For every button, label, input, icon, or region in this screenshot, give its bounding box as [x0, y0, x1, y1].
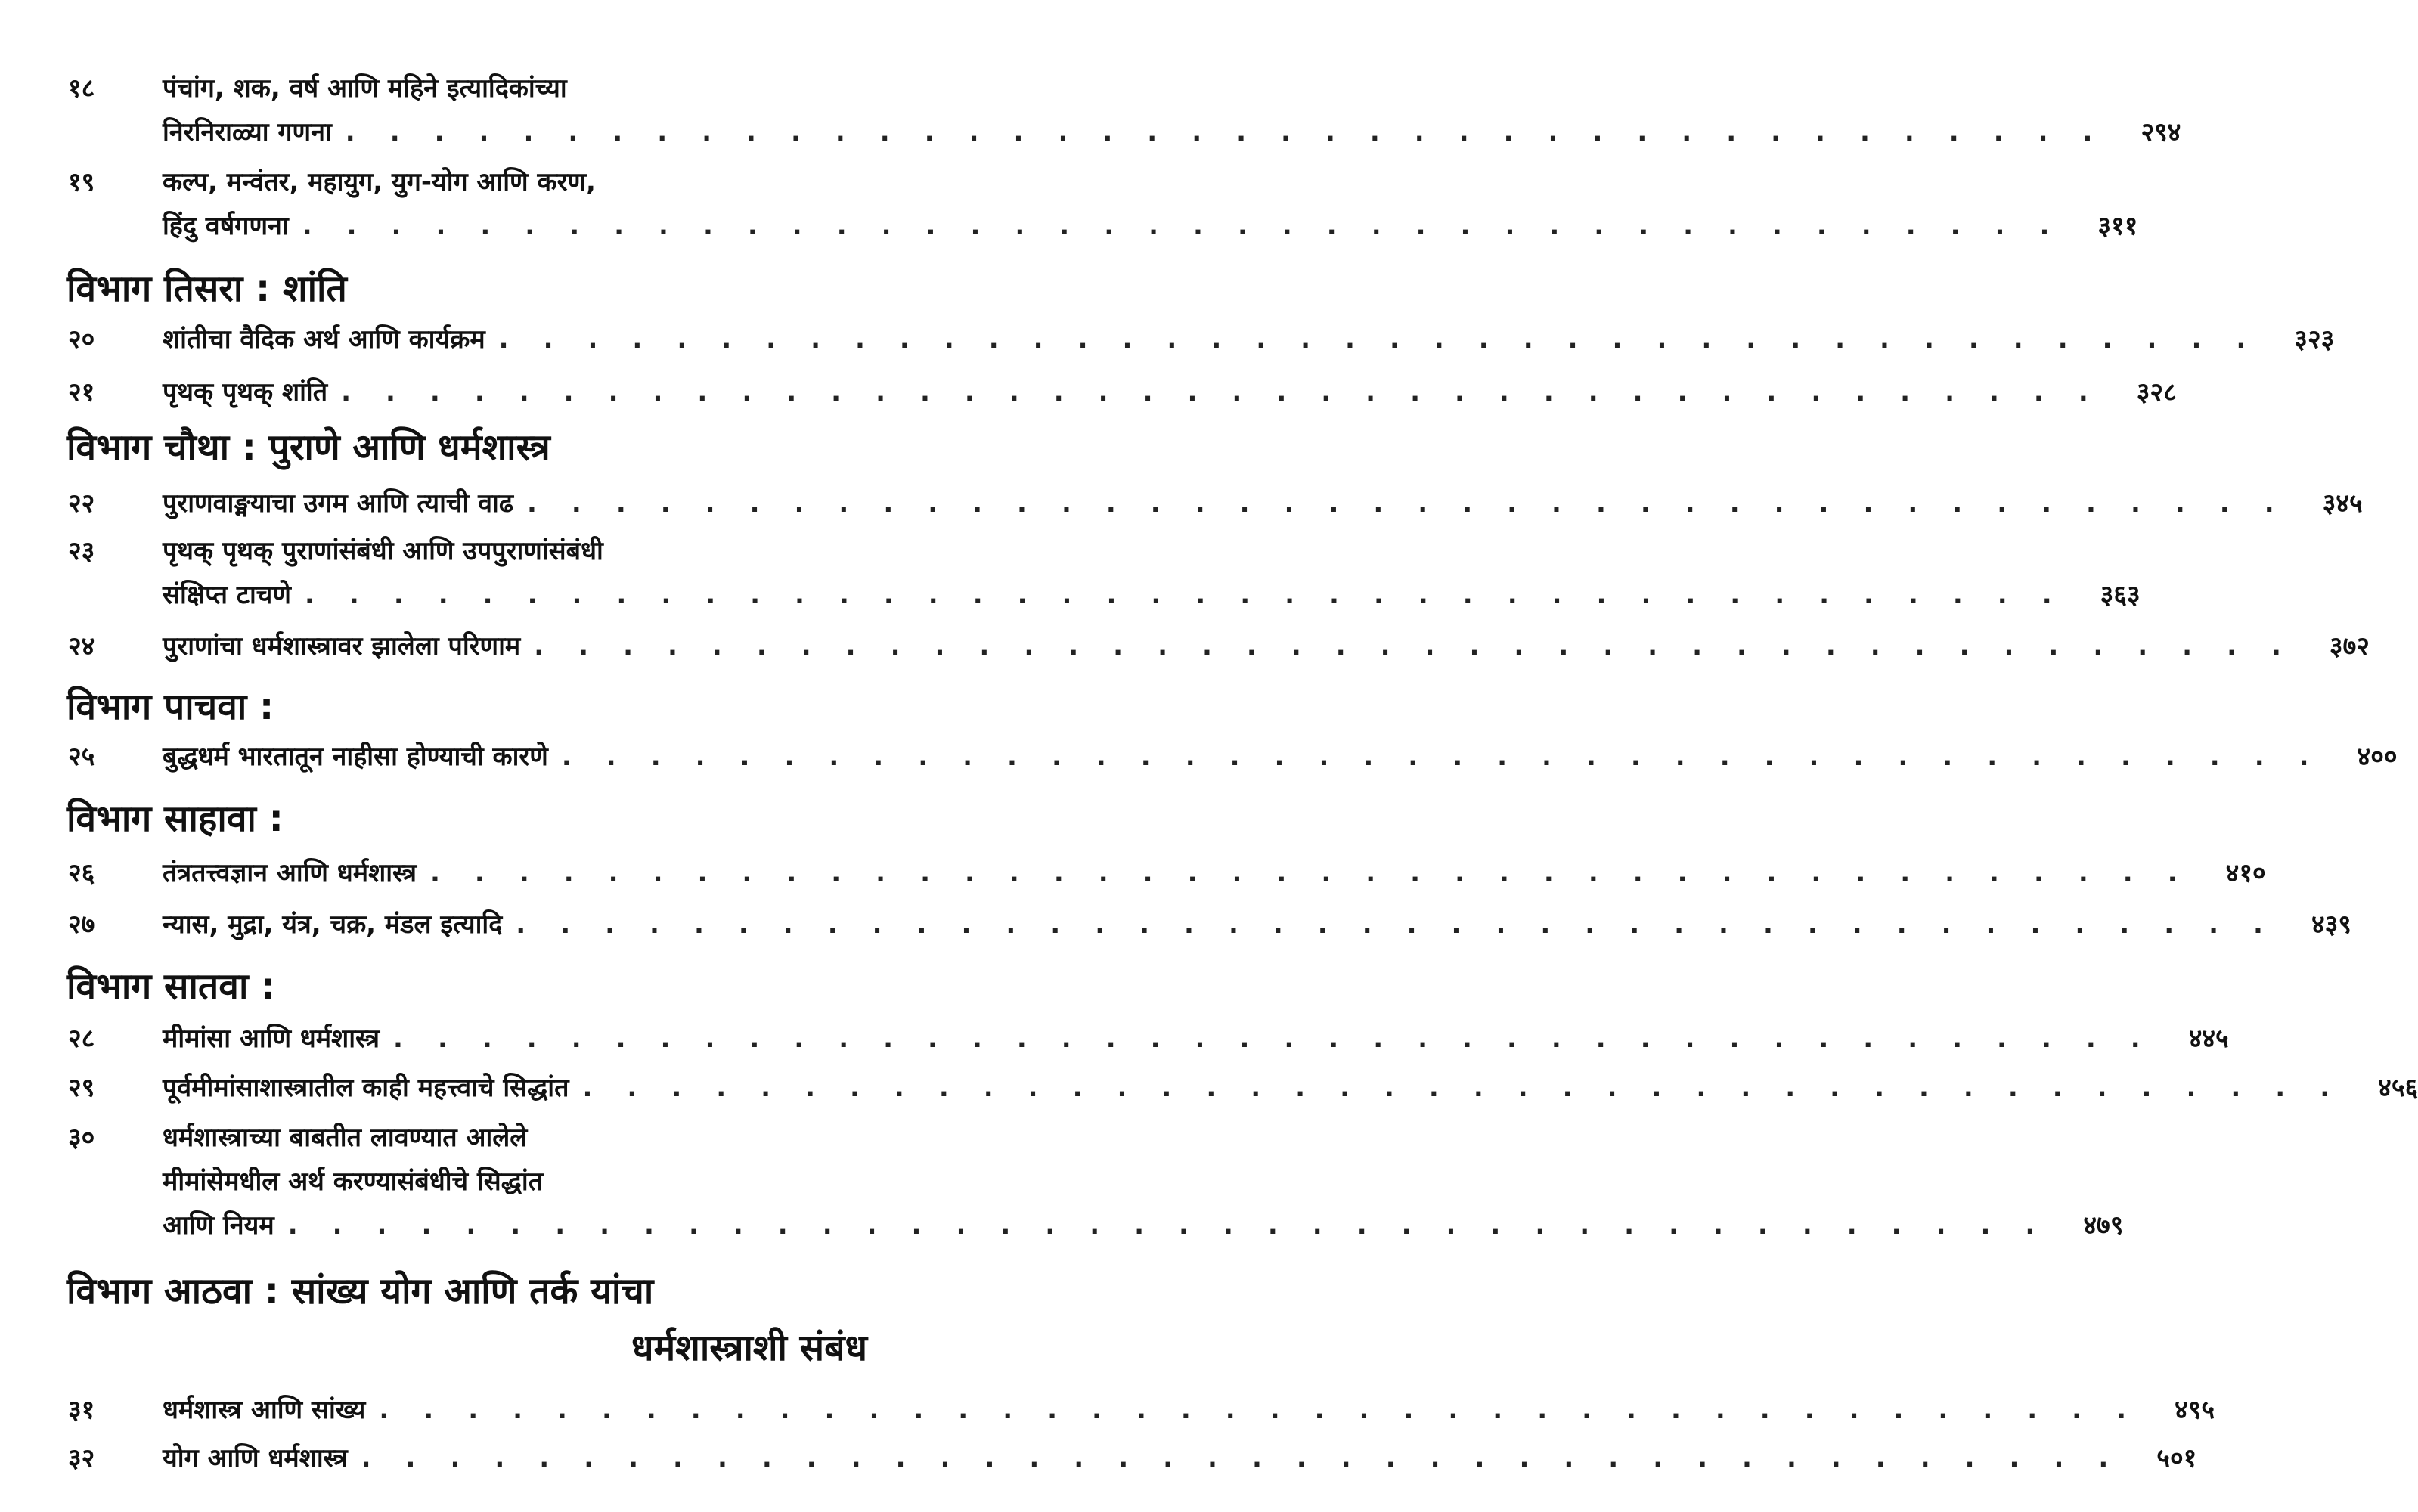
entry-title-text: पुराणांचा धर्मशास्त्रावर झालेला परिणाम — [163, 631, 521, 662]
page-number: ४१० — [2225, 858, 2266, 888]
entry-title-line — [68, 1388, 2215, 1432]
entry-title-text: धर्मशास्त्राच्या बाबतीत लावण्यात आलेले — [163, 1123, 528, 1153]
entry-number: २६ — [68, 858, 95, 888]
entry-number: १९ — [68, 167, 95, 197]
entry-title-text: मीमांसेमधील अर्थ करण्यासंबंधीचे सिद्धांत — [163, 1167, 544, 1197]
entry-title-text: संक्षिप्त टाचणे — [163, 580, 291, 610]
entry-title-text: निरनिराळ्या गणना — [163, 117, 332, 147]
entry-title-text: योग आणि धर्मशास्त्र — [163, 1443, 348, 1473]
toc-entry — [68, 67, 2181, 154]
entry-title-line — [68, 1204, 2124, 1247]
entry-title-text: आणि नियम — [163, 1210, 274, 1241]
entry-number: १८ — [68, 73, 95, 104]
page-number: ४५६ — [2378, 1073, 2418, 1103]
entry-title-text: पुराणवाङ्मयाचा उगम आणि त्याची वाढ — [163, 488, 513, 519]
dot-leader: ........................................ — [561, 742, 2344, 772]
toc-entry — [68, 851, 2266, 895]
entry-number: २१ — [68, 377, 95, 407]
entry-title-text: मीमांसा आणि धर्मशास्त्र — [163, 1024, 380, 1054]
dot-leader: ........................................ — [361, 1443, 2144, 1473]
dot-leader: ........................................ — [582, 1073, 2365, 1103]
entry-title-text: शांतीचा वैदिक अर्थ आणि कार्यक्रम — [163, 324, 485, 355]
entry-title-line — [68, 529, 1096, 573]
toc-entry — [68, 624, 2370, 668]
page-number: २९४ — [2141, 117, 2181, 147]
entry-title-line — [68, 851, 2266, 895]
page-number: ५०१ — [2156, 1443, 2197, 1473]
entry-number: २३ — [68, 536, 95, 566]
toc-entry — [68, 370, 2177, 414]
toc-entry — [68, 1116, 2124, 1247]
dot-leader: ........................................ — [526, 488, 2309, 519]
dot-leader: ........................................ — [516, 909, 2298, 940]
section-heading: विभाग पाचवा : — [67, 686, 274, 728]
toc-entry — [68, 1066, 2418, 1110]
entry-title-text: पंचांग, शक, वर्ष आणि महिने इत्यादिकांच्या — [163, 73, 567, 104]
entry-title-text: पृथक् पृथक् पुराणांसंबंधी आणि उपपुराणांसंबंधी — [163, 536, 603, 566]
toc-entry — [68, 318, 2335, 361]
entry-title-line — [68, 735, 2398, 779]
page-number: ४३९ — [2311, 909, 2351, 940]
dot-leader: ........................................ — [430, 858, 2212, 888]
page-number: ४९५ — [2175, 1395, 2215, 1425]
entry-title-line — [68, 67, 1096, 110]
entry-number: २९ — [68, 1073, 95, 1103]
entry-number: २५ — [68, 742, 95, 772]
page-number: ३२८ — [2136, 377, 2177, 407]
page-number: ४४५ — [2188, 1024, 2229, 1054]
entry-title-line — [68, 370, 2177, 414]
page-number: ३७२ — [2329, 631, 2370, 662]
entry-title-line — [68, 204, 2138, 248]
entry-number: २२ — [68, 488, 95, 519]
section-heading: विभाग आठवा : सांख्य योग आणि तर्क यांचा — [67, 1270, 654, 1312]
page-number: ४०० — [2357, 742, 2398, 772]
entry-title-line — [68, 1017, 2229, 1061]
entry-title-text: तंत्रतत्त्वज्ञान आणि धर्मशास्त्र — [163, 858, 417, 888]
page-number: ३११ — [2097, 211, 2138, 241]
entry-title-text: धर्मशास्त्र आणि सांख्य — [163, 1395, 366, 1425]
entry-title-text: हिंदु वर्षगणना — [163, 211, 289, 241]
entry-title-text: बुद्धधर्म भारतातून नाहीसा होण्याची कारणे — [163, 742, 548, 772]
toc-entry — [68, 1436, 2197, 1480]
entry-title-line — [68, 318, 2335, 361]
entry-number: २० — [68, 324, 95, 355]
entry-title-text: न्यास, मुद्रा, यंत्र, चक्र, मंडल इत्यादि — [163, 909, 503, 940]
entry-title-line — [68, 903, 2351, 947]
entry-title-line — [68, 624, 2370, 668]
section-heading: विभाग सातवा : — [67, 965, 276, 1008]
entry-title-line — [68, 573, 2141, 617]
toc-entry — [68, 529, 2141, 617]
toc-entry — [68, 160, 2138, 248]
section-heading-continued: धर्मशास्त्राशी संबंध — [631, 1327, 868, 1369]
entry-number: २४ — [68, 631, 95, 662]
section-heading: विभाग चौथा : पुराणे आणि धर्मशास्त्र — [67, 426, 550, 469]
entry-title-line — [68, 482, 2363, 525]
toc-entry — [68, 1017, 2229, 1061]
dot-leader: ........................................ — [498, 324, 2281, 355]
section-heading: विभाग तिसरा : शांति — [67, 268, 347, 310]
dot-leader: ........................................ — [287, 1210, 2070, 1241]
toc-entry — [68, 1388, 2215, 1432]
toc-entry — [68, 903, 2351, 947]
page-number: ४७९ — [2083, 1210, 2124, 1241]
page-number: ३४५ — [2322, 488, 2363, 519]
dot-leader: ........................................ — [341, 377, 2123, 407]
entry-number: ३१ — [68, 1395, 95, 1425]
toc-entry — [68, 482, 2363, 525]
dot-leader: ........................................ — [304, 580, 2087, 610]
entry-title-line — [68, 1160, 1096, 1204]
dot-leader: ........................................ — [379, 1395, 2162, 1425]
toc-entry — [68, 735, 2398, 779]
entry-title-text: पूर्वमीमांसाशास्त्रातील काही महत्त्वाचे सिद्धांत — [163, 1073, 569, 1103]
section-heading: विभाग साहावा : — [67, 798, 284, 840]
entry-number: ३० — [68, 1123, 95, 1153]
dot-leader: ........................................ — [393, 1024, 2175, 1054]
entry-title-line — [68, 160, 1096, 204]
page-number: ३२३ — [2294, 324, 2335, 355]
entry-title-line — [68, 1116, 1096, 1160]
entry-title-text: कल्प, मन्वंतर, महायुग, युग-योग आणि करण, — [163, 167, 596, 197]
entry-title-text: पृथक् पृथक् शांति — [163, 377, 328, 407]
page-number: ३६३ — [2100, 580, 2141, 610]
entry-title-line — [68, 1066, 2418, 1110]
entry-title-line — [68, 110, 2181, 154]
dot-leader: ........................................ — [302, 211, 2085, 241]
entry-number: २८ — [68, 1024, 95, 1054]
entry-number: २७ — [68, 909, 95, 940]
dot-leader: ........................................ — [534, 631, 2316, 662]
entry-number: ३२ — [68, 1443, 95, 1473]
entry-title-line — [68, 1436, 2197, 1480]
dot-leader: ........................................ — [345, 117, 2128, 147]
